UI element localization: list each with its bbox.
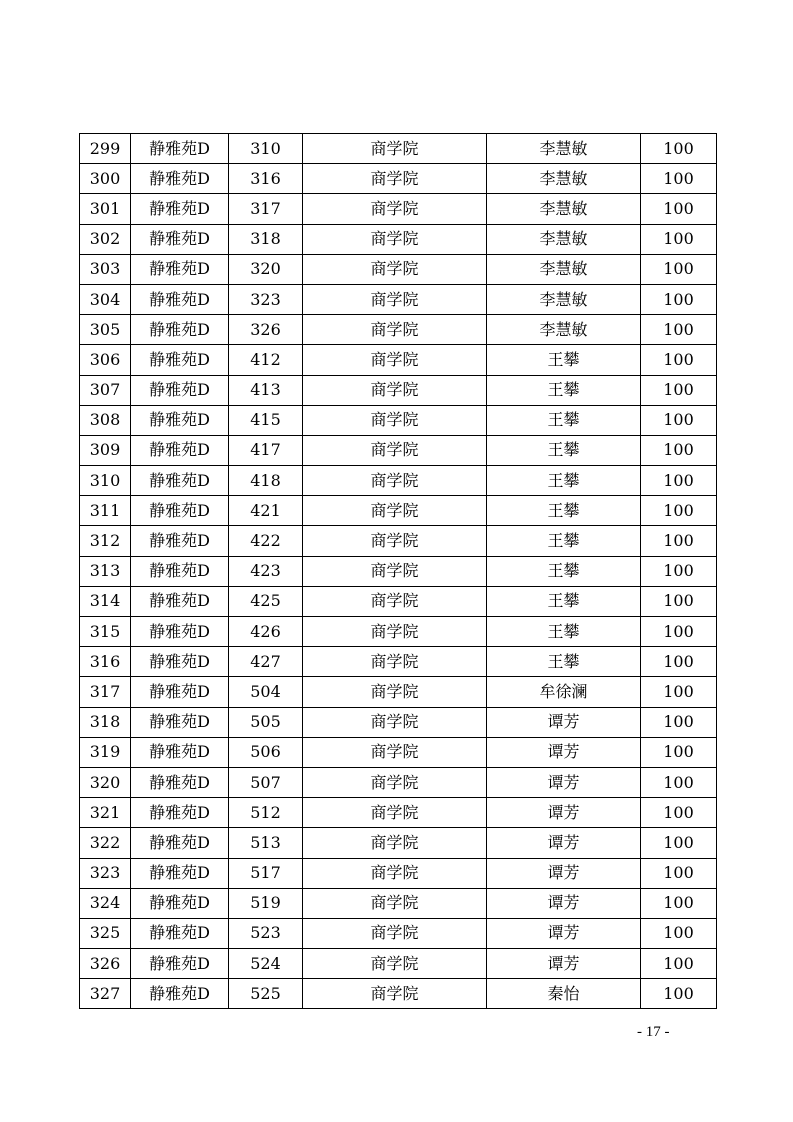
building-cell: 静雅苑D [131, 858, 229, 888]
table-row [80, 767, 717, 797]
table-row [80, 526, 717, 556]
room-cell: 326 [229, 315, 303, 345]
person-cell: 王攀 [487, 405, 641, 435]
score-cell: 100 [641, 556, 717, 586]
person-cell: 王攀 [487, 496, 641, 526]
score-cell: 100 [641, 405, 717, 435]
person-cell: 王攀 [487, 435, 641, 465]
room-cell: 413 [229, 375, 303, 405]
building-cell: 静雅苑D [131, 677, 229, 707]
row-number-cell: 307 [80, 375, 131, 405]
room-cell: 320 [229, 254, 303, 284]
score-cell: 100 [641, 466, 717, 496]
row-number-cell: 305 [80, 315, 131, 345]
score-cell: 100 [641, 496, 717, 526]
college-cell: 商学院 [303, 466, 487, 496]
table-row [80, 556, 717, 586]
room-cell: 423 [229, 556, 303, 586]
score-cell: 100 [641, 767, 717, 797]
college-cell: 商学院 [303, 254, 487, 284]
person-cell: 谭芳 [487, 828, 641, 858]
person-cell: 谭芳 [487, 888, 641, 918]
person-cell: 王攀 [487, 466, 641, 496]
building-cell: 静雅苑D [131, 345, 229, 375]
building-cell: 静雅苑D [131, 254, 229, 284]
person-cell: 谭芳 [487, 918, 641, 948]
person-cell: 李慧敏 [487, 194, 641, 224]
college-cell: 商学院 [303, 556, 487, 586]
college-cell: 商学院 [303, 888, 487, 918]
college-cell: 商学院 [303, 526, 487, 556]
college-cell: 商学院 [303, 677, 487, 707]
table-row [80, 194, 717, 224]
score-cell: 100 [641, 194, 717, 224]
person-cell: 秦怡 [487, 979, 641, 1009]
score-cell: 100 [641, 134, 717, 164]
college-cell: 商学院 [303, 224, 487, 254]
row-number-cell: 326 [80, 949, 131, 979]
building-cell: 静雅苑D [131, 918, 229, 948]
score-cell: 100 [641, 798, 717, 828]
row-number-cell: 314 [80, 586, 131, 616]
table-row [80, 405, 717, 435]
college-cell: 商学院 [303, 647, 487, 677]
college-cell: 商学院 [303, 767, 487, 797]
college-cell: 商学院 [303, 979, 487, 1009]
person-cell: 王攀 [487, 617, 641, 647]
row-number-cell: 321 [80, 798, 131, 828]
row-number-cell: 304 [80, 284, 131, 314]
table-row [80, 315, 717, 345]
score-cell: 100 [641, 284, 717, 314]
room-cell: 422 [229, 526, 303, 556]
college-cell: 商学院 [303, 798, 487, 828]
table-row [80, 284, 717, 314]
row-number-cell: 311 [80, 496, 131, 526]
room-cell: 421 [229, 496, 303, 526]
row-number-cell: 300 [80, 164, 131, 194]
college-cell: 商学院 [303, 284, 487, 314]
room-cell: 425 [229, 586, 303, 616]
score-cell: 100 [641, 617, 717, 647]
college-cell: 商学院 [303, 586, 487, 616]
room-cell: 512 [229, 798, 303, 828]
college-cell: 商学院 [303, 345, 487, 375]
building-cell: 静雅苑D [131, 737, 229, 767]
building-cell: 静雅苑D [131, 707, 229, 737]
row-number-cell: 319 [80, 737, 131, 767]
table-row [80, 345, 717, 375]
room-cell: 415 [229, 405, 303, 435]
score-cell: 100 [641, 224, 717, 254]
page-number: - 17 - [637, 1024, 670, 1040]
row-number-cell: 316 [80, 647, 131, 677]
person-cell: 牟徐澜 [487, 677, 641, 707]
building-cell: 静雅苑D [131, 315, 229, 345]
table-row [80, 617, 717, 647]
score-cell: 100 [641, 918, 717, 948]
table-row [80, 164, 717, 194]
building-cell: 静雅苑D [131, 617, 229, 647]
person-cell: 李慧敏 [487, 315, 641, 345]
row-number-cell: 312 [80, 526, 131, 556]
table-row [80, 858, 717, 888]
room-cell: 506 [229, 737, 303, 767]
building-cell: 静雅苑D [131, 194, 229, 224]
table-body [80, 134, 717, 1009]
person-cell: 王攀 [487, 526, 641, 556]
room-cell: 426 [229, 617, 303, 647]
row-number-cell: 309 [80, 435, 131, 465]
person-cell: 王攀 [487, 375, 641, 405]
building-cell: 静雅苑D [131, 586, 229, 616]
row-number-cell: 303 [80, 254, 131, 284]
room-cell: 513 [229, 828, 303, 858]
row-number-cell: 313 [80, 556, 131, 586]
college-cell: 商学院 [303, 134, 487, 164]
row-number-cell: 325 [80, 918, 131, 948]
table-row [80, 979, 717, 1009]
room-cell: 412 [229, 345, 303, 375]
room-cell: 505 [229, 707, 303, 737]
person-cell: 谭芳 [487, 858, 641, 888]
table-row [80, 496, 717, 526]
room-cell: 310 [229, 134, 303, 164]
row-number-cell: 302 [80, 224, 131, 254]
row-number-cell: 318 [80, 707, 131, 737]
score-cell: 100 [641, 677, 717, 707]
college-cell: 商学院 [303, 496, 487, 526]
room-cell: 517 [229, 858, 303, 888]
person-cell: 李慧敏 [487, 164, 641, 194]
building-cell: 静雅苑D [131, 375, 229, 405]
row-number-cell: 308 [80, 405, 131, 435]
building-cell: 静雅苑D [131, 284, 229, 314]
row-number-cell: 322 [80, 828, 131, 858]
college-cell: 商学院 [303, 858, 487, 888]
room-cell: 519 [229, 888, 303, 918]
row-number-cell: 315 [80, 617, 131, 647]
building-cell: 静雅苑D [131, 466, 229, 496]
building-cell: 静雅苑D [131, 979, 229, 1009]
table-row [80, 254, 717, 284]
table-row [80, 224, 717, 254]
score-cell: 100 [641, 345, 717, 375]
room-cell: 316 [229, 164, 303, 194]
college-cell: 商学院 [303, 194, 487, 224]
building-cell: 静雅苑D [131, 798, 229, 828]
row-number-cell: 299 [80, 134, 131, 164]
row-number-cell: 323 [80, 858, 131, 888]
table-row [80, 435, 717, 465]
building-cell: 静雅苑D [131, 224, 229, 254]
row-number-cell: 317 [80, 677, 131, 707]
dormitory-score-table [79, 133, 717, 1009]
score-cell: 100 [641, 254, 717, 284]
person-cell: 王攀 [487, 556, 641, 586]
building-cell: 静雅苑D [131, 767, 229, 797]
score-cell: 100 [641, 586, 717, 616]
college-cell: 商学院 [303, 164, 487, 194]
building-cell: 静雅苑D [131, 164, 229, 194]
score-cell: 100 [641, 858, 717, 888]
room-cell: 418 [229, 466, 303, 496]
person-cell: 谭芳 [487, 767, 641, 797]
row-number-cell: 327 [80, 979, 131, 1009]
person-cell: 谭芳 [487, 707, 641, 737]
building-cell: 静雅苑D [131, 556, 229, 586]
table-row [80, 466, 717, 496]
person-cell: 王攀 [487, 586, 641, 616]
table-row [80, 918, 717, 948]
college-cell: 商学院 [303, 949, 487, 979]
table-row [80, 586, 717, 616]
room-cell: 323 [229, 284, 303, 314]
score-cell: 100 [641, 435, 717, 465]
room-cell: 417 [229, 435, 303, 465]
person-cell: 李慧敏 [487, 224, 641, 254]
table-row [80, 888, 717, 918]
person-cell: 李慧敏 [487, 134, 641, 164]
room-cell: 525 [229, 979, 303, 1009]
building-cell: 静雅苑D [131, 526, 229, 556]
table-row [80, 737, 717, 767]
room-cell: 524 [229, 949, 303, 979]
table-row [80, 828, 717, 858]
building-cell: 静雅苑D [131, 496, 229, 526]
row-number-cell: 306 [80, 345, 131, 375]
table-row [80, 134, 717, 164]
table-row [80, 375, 717, 405]
row-number-cell: 301 [80, 194, 131, 224]
college-cell: 商学院 [303, 617, 487, 647]
college-cell: 商学院 [303, 405, 487, 435]
room-cell: 427 [229, 647, 303, 677]
table-row [80, 707, 717, 737]
score-cell: 100 [641, 647, 717, 677]
table-row [80, 647, 717, 677]
score-cell: 100 [641, 737, 717, 767]
building-cell: 静雅苑D [131, 949, 229, 979]
person-cell: 谭芳 [487, 949, 641, 979]
table-row [80, 798, 717, 828]
college-cell: 商学院 [303, 918, 487, 948]
room-cell: 504 [229, 677, 303, 707]
score-cell: 100 [641, 164, 717, 194]
room-cell: 318 [229, 224, 303, 254]
college-cell: 商学院 [303, 315, 487, 345]
row-number-cell: 324 [80, 888, 131, 918]
building-cell: 静雅苑D [131, 405, 229, 435]
room-cell: 317 [229, 194, 303, 224]
score-cell: 100 [641, 707, 717, 737]
score-cell: 100 [641, 979, 717, 1009]
table-row [80, 949, 717, 979]
building-cell: 静雅苑D [131, 435, 229, 465]
building-cell: 静雅苑D [131, 134, 229, 164]
table-row [80, 677, 717, 707]
person-cell: 王攀 [487, 647, 641, 677]
person-cell: 谭芳 [487, 737, 641, 767]
college-cell: 商学院 [303, 375, 487, 405]
person-cell: 谭芳 [487, 798, 641, 828]
person-cell: 王攀 [487, 345, 641, 375]
score-cell: 100 [641, 375, 717, 405]
row-number-cell: 320 [80, 767, 131, 797]
score-cell: 100 [641, 888, 717, 918]
score-cell: 100 [641, 315, 717, 345]
building-cell: 静雅苑D [131, 647, 229, 677]
college-cell: 商学院 [303, 707, 487, 737]
college-cell: 商学院 [303, 435, 487, 465]
score-cell: 100 [641, 526, 717, 556]
room-cell: 507 [229, 767, 303, 797]
building-cell: 静雅苑D [131, 828, 229, 858]
college-cell: 商学院 [303, 828, 487, 858]
college-cell: 商学院 [303, 737, 487, 767]
building-cell: 静雅苑D [131, 888, 229, 918]
person-cell: 李慧敏 [487, 254, 641, 284]
score-cell: 100 [641, 828, 717, 858]
row-number-cell: 310 [80, 466, 131, 496]
room-cell: 523 [229, 918, 303, 948]
score-cell: 100 [641, 949, 717, 979]
person-cell: 李慧敏 [487, 284, 641, 314]
